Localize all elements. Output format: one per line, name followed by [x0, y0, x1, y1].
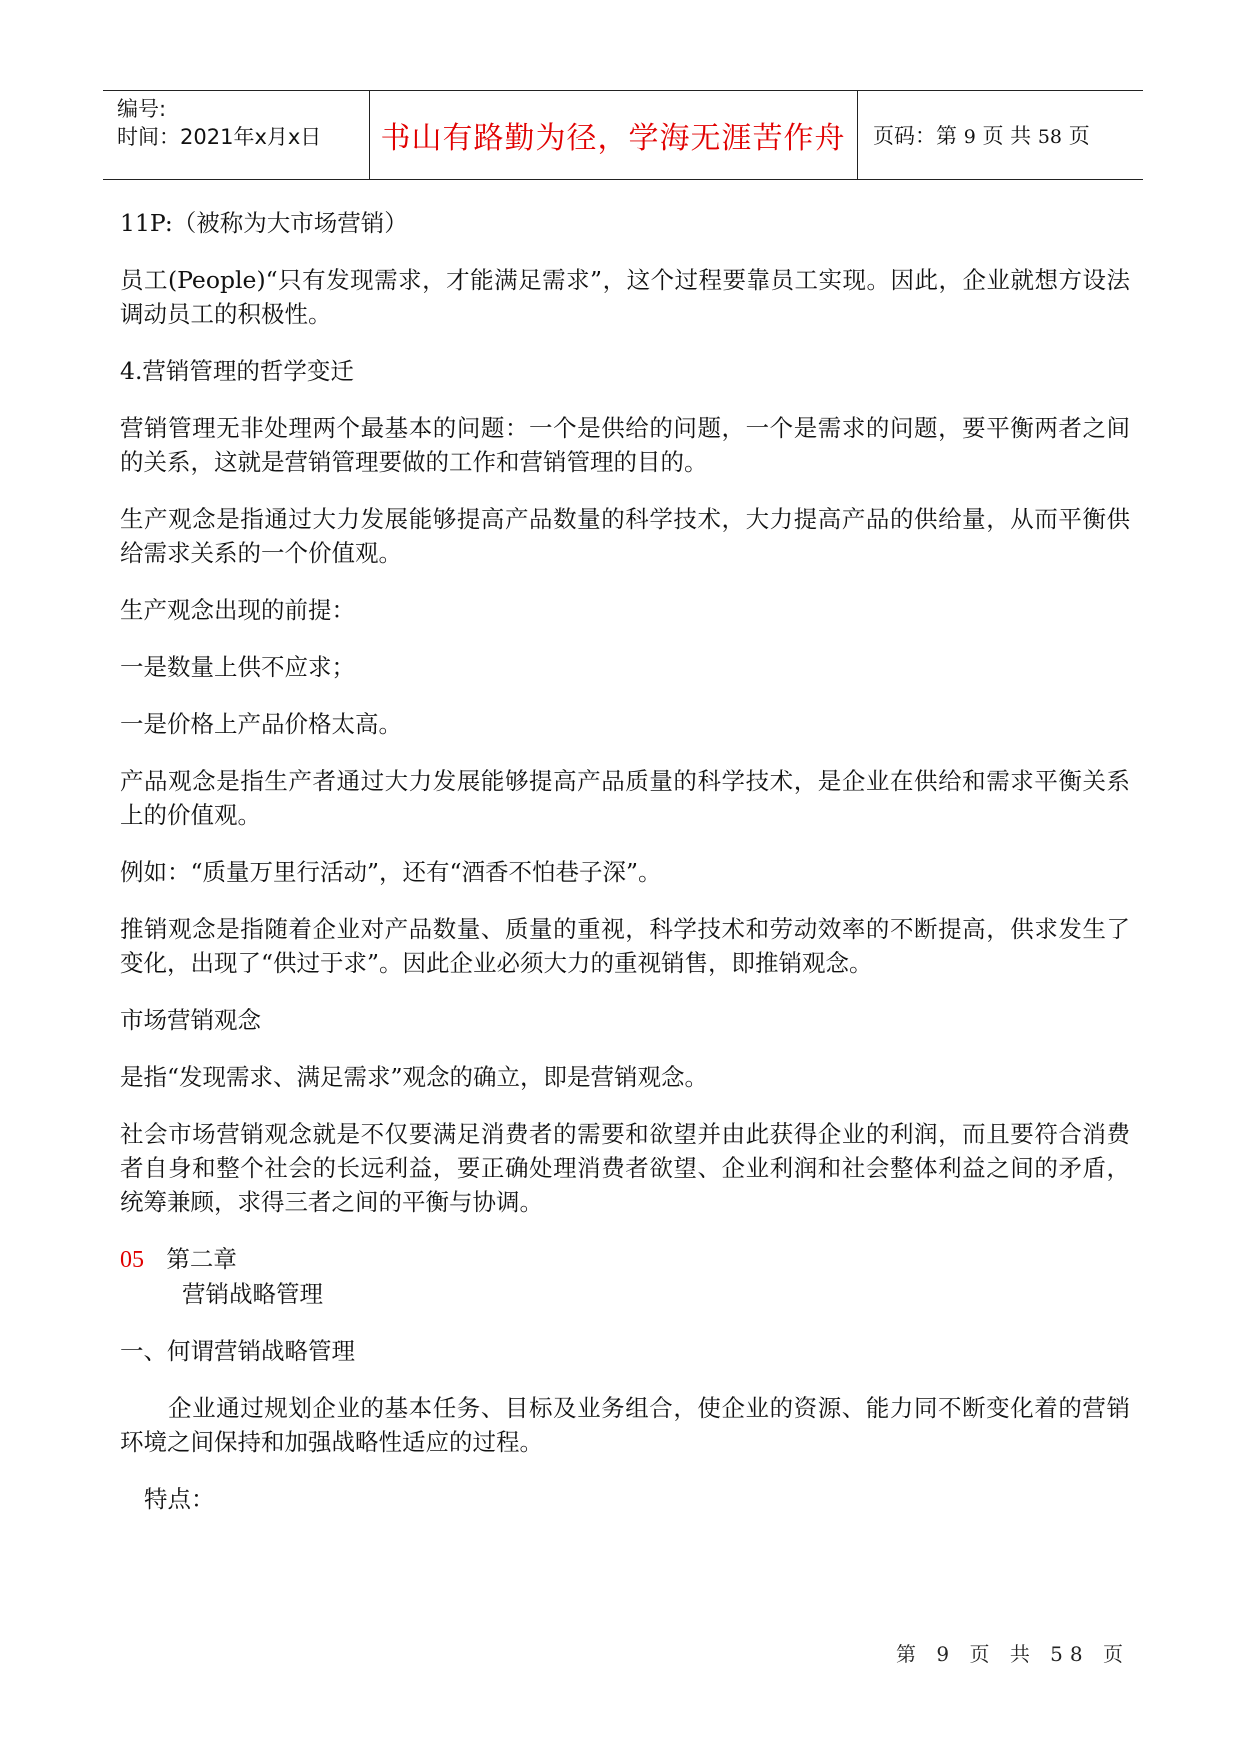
header-meta-cell: [103, 91, 370, 179]
page-header: [103, 90, 1143, 180]
chapter-subtitle: 营销战略管理: [182, 1280, 323, 1308]
paragraph: 员工(People)“只有发现需求，才能满足需求”，这个过程要靠员工实现。因此，企业就想方设法调动员工的积极性。: [120, 266, 1130, 328]
paragraph: 11P:（被称为大市场营销）: [120, 209, 408, 237]
section-heading: 4.营销管理的哲学变迁: [120, 357, 354, 385]
paragraph: 企业通过规划企业的基本任务、目标及业务组合，使企业的资源、能力同不断变化着的营销环境之间保持和加强战略性适应的过程。: [120, 1394, 1130, 1456]
page-total: 58: [1037, 126, 1063, 148]
serial-label: 编号:: [117, 97, 167, 121]
section-heading: 一、何谓营销战略管理: [120, 1337, 355, 1365]
document-body: [120, 206, 1130, 1539]
paragraph: 生产观念是指通过大力发展能够提高产品数量的科学技术，大力提高产品的供给量，从而平衡供给需求关系的一个价值观。: [120, 505, 1130, 567]
chapter-heading: [120, 1242, 1130, 1277]
paragraph: 市场营销观念: [120, 1006, 261, 1034]
header-page-cell: [857, 91, 1143, 179]
paragraph: 营销管理无非处理两个最基本的问题：一个是供给的问题，一个是需求的问题，要平衡两者之间的关系，这就是营销管理要做的工作和营销管理的目的。: [120, 414, 1130, 476]
page-suffix: 页: [1068, 124, 1090, 148]
time-label: 时间：2021年x月x日: [117, 125, 322, 149]
paragraph: 产品观念是指生产者通过大力发展能够提高产品质量的科学技术，是企业在供给和需求平衡关系上的价值观。: [120, 767, 1130, 829]
paragraph: 推销观念是指随着企业对产品数量、质量的重视，科学技术和劳动效率的不断提高，供求发生了变化，出现了“供过于求”。因此企业必须大力的重视销售，即推销观念。: [120, 915, 1130, 977]
page-mid: 页 共: [982, 124, 1032, 148]
paragraph: 社会市场营销观念就是不仅要满足消费者的需要和欲望并由此获得企业的利润，而且要符合消费者自身和整个社会的长远利益，要正确处理消费者欲望、企业利润和社会整体利益之间的矛盾，统筹兼顾，求得三者之间的平衡与协调。: [120, 1120, 1130, 1216]
paragraph: 例如：“质量万里行活动”，还有“酒香不怕巷子深”。: [120, 858, 662, 886]
header-motto-cell: [369, 91, 858, 179]
page-current: 9: [963, 126, 976, 148]
paragraph: 一是数量上供不应求；: [120, 653, 355, 681]
header-page-number: [873, 120, 1090, 150]
page-prefix: 页码：第: [873, 124, 957, 148]
paragraph: 一是价格上产品价格太高。: [120, 710, 402, 738]
motto-text: 书山有路勤为径，学海无涯苦作舟: [380, 121, 846, 156]
paragraph: 生产观念出现的前提：: [120, 596, 355, 624]
chapter-number: 05: [120, 1247, 144, 1273]
page-footer: 第 9 页 共 58 页: [896, 1642, 1130, 1666]
paragraph: 是指“发现需求、满足需求”观念的确立，即是营销观念。: [120, 1063, 709, 1091]
chapter-title: 第二章: [166, 1245, 237, 1273]
paragraph: 特点：: [144, 1485, 215, 1513]
